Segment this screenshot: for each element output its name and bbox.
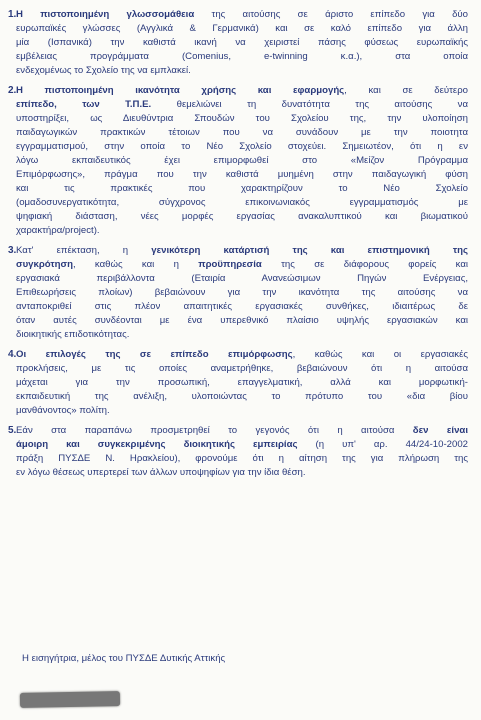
text-line <box>16 404 468 418</box>
text: και τις πρακτικές που χαρακτηρίζουν το Νέο Σχολείο <box>16 183 468 194</box>
text: της αιτούσης σε άριστο επίπεδο για δύο <box>194 9 468 20</box>
text-line <box>16 196 468 210</box>
text-line <box>16 438 468 452</box>
text: όταν αυτές συνδέονται με ένα υπερεθνικό πλαίσιο υψηλής εργασιακών και <box>16 315 468 326</box>
text: ευρωπαϊκές γλώσσες (Αγγλικά & Γερμανικά) και σε καλό επίπεδο για άλλη <box>16 23 468 34</box>
numbered-list <box>8 8 468 480</box>
text-line <box>16 390 468 404</box>
item-number: 1. <box>8 9 17 20</box>
text-line <box>16 452 468 466</box>
text: Κατ' επέκταση, η <box>16 245 152 256</box>
text-line <box>16 348 468 362</box>
text: εν λόγω θέσεως υπερτερεί των άλλων υποψηφίων για την ίδια θέση. <box>16 467 306 478</box>
text: , καθώς και η <box>72 259 199 270</box>
text-line <box>16 314 468 328</box>
text: Επιμόρφωσης», πράγμα που την καθιστά μυημένη στην παιδαγωγική φύση <box>16 169 468 180</box>
bold-text: επίπεδο, των Τ.Π.Ε. <box>16 99 152 110</box>
bold-text: Η πιστοποιημένη ικανότητα χρήσης και εφαρμογής <box>16 85 345 96</box>
item-number: 3. <box>8 245 17 256</box>
redacted-signature <box>20 691 120 708</box>
text-line <box>16 168 468 182</box>
text-line <box>16 224 468 238</box>
text-line <box>16 64 468 78</box>
bold-text: προϋπηρεσία <box>198 259 262 270</box>
text-line <box>16 258 468 272</box>
text: (ομαδοσυνεργατικότητα, σύγχρονος επικοινωνιακός εγγραμματισμός με <box>16 197 468 208</box>
text-line <box>16 376 468 390</box>
list-item <box>8 244 468 342</box>
text-line <box>16 244 468 258</box>
text-line <box>16 300 468 314</box>
text: εγγραμματισμού, στην οποία το Νέο Σχολείο στοχεύει. Σημειωτέον, ότι η εν <box>16 141 468 152</box>
text: ενδεχομένως το Σχολείο της να εμπλακεί. <box>16 65 191 76</box>
bold-text: Οι επιλογές της σε επίπεδο επιμόρφωσης <box>16 349 293 360</box>
text: ανταποκριθεί στις πλέον απαιτητικές εργασιακές συνθήκες, ιδιαιτέρως δε <box>16 301 468 312</box>
text-line <box>16 466 468 480</box>
text: εκπαιδευτική της ανέλιξη, υλοποιώντας το πρότυπο του «δια βίου <box>16 391 468 402</box>
text: προκλήσεις, με τις οποίες αναμετρήθηκε, βεβαιώνουν ότι η αιτούσα <box>16 363 468 374</box>
text: Επιθεωρήσεις πλοίων) βεβαιώνουν για την ικανότητα της αιτούσης να <box>16 287 468 298</box>
bold-text: άμοιρη και συγκεκριμένης διοικητικής εμπειρίας <box>16 439 298 450</box>
text: διοικητικής επιδοτικότητας. <box>16 329 130 340</box>
list-item <box>8 424 468 480</box>
text: χαρακτήρα/project). <box>16 225 100 236</box>
text: θεμελιώνει τη δυνατότητα της αιτούσης να <box>151 99 468 110</box>
closing-line: Η εισηγήτρια, μέλος του ΠΥΣΔΕ Δυτικής Αττικής <box>22 653 226 664</box>
bold-text: δεν είναι <box>412 425 468 436</box>
bold-text: Η πιστοποιημένη γλωσσομάθεια <box>16 9 195 20</box>
text-line <box>16 50 468 64</box>
text-line <box>16 98 468 112</box>
text: Εάν στα παραπάνω προσμετρηθεί το γεγονός ότι η αιτούσα <box>16 425 413 436</box>
text: πράξη ΠΥΣΔΕ Ν. Ηρακλείου), φρονούμε ότι η αίτηση της για πλήρωση της <box>16 453 468 464</box>
text: μάχεται για την προσωπική, επαγγελματική, αλλά και μορφωτική- <box>16 377 468 388</box>
text: λόγω εκπαιδευτικός έχει επιμορφωθεί στο «Μείζον Πρόγραμμα <box>16 155 468 166</box>
text-line <box>16 182 468 196</box>
text-line <box>16 112 468 126</box>
text: μία (Ισπανικά) την καθιστά ικανή να χειριστεί πάσης φύσεως ευρωπαϊκής <box>16 37 468 48</box>
text: εργασιακά περιβάλλοντα (Εταιρία Ανανεώσιμων Πηγών Ενέργειας, <box>16 273 468 284</box>
text-line <box>16 362 468 376</box>
text: , και σε δεύτερο <box>344 85 468 96</box>
text-line <box>16 8 468 22</box>
bold-text: γενικότερη κατάρτισή της και επιστημονική της <box>151 245 468 256</box>
text-line <box>16 84 468 98</box>
text-line <box>16 286 468 300</box>
text: (η υπ' αρ. 44/24-10-2002 <box>297 439 468 450</box>
text: εμβέλειας προγράμματα (Comenius, e-twinning κ.α.), στα οποία <box>16 51 468 62</box>
list-item <box>8 8 468 78</box>
text: υποστηρίξει, ως Διευθύντρια Σπουδών του Σχολείου της, την υλοποίηση <box>16 113 468 124</box>
item-number: 5. <box>8 425 17 436</box>
text: μανθάνοντος» πολίτη. <box>16 405 110 416</box>
text-line <box>16 140 468 154</box>
text: ψηφιακή διάσταση, νέες μορφές εργασίας ανακαλυπτικού και βιωματικού <box>16 211 468 222</box>
bold-text: συγκρότηση <box>16 259 73 270</box>
item-number: 4. <box>8 349 17 360</box>
text-line <box>16 22 468 36</box>
list-item <box>8 84 468 238</box>
text: , καθώς και οι εργασιακές <box>292 349 468 360</box>
text: παιδαγωγικών πρακτικών τέτοιων που να συνάδουν με την ποιοτητα <box>16 127 468 138</box>
text-line <box>16 210 468 224</box>
text: της σε διάφορους φορείς και <box>261 259 468 270</box>
text-line <box>16 154 468 168</box>
text-line <box>16 272 468 286</box>
text-line <box>16 328 468 342</box>
item-number: 2. <box>8 85 17 96</box>
text-line <box>16 36 468 50</box>
text-line <box>16 126 468 140</box>
text-line <box>16 424 468 438</box>
list-item <box>8 348 468 418</box>
